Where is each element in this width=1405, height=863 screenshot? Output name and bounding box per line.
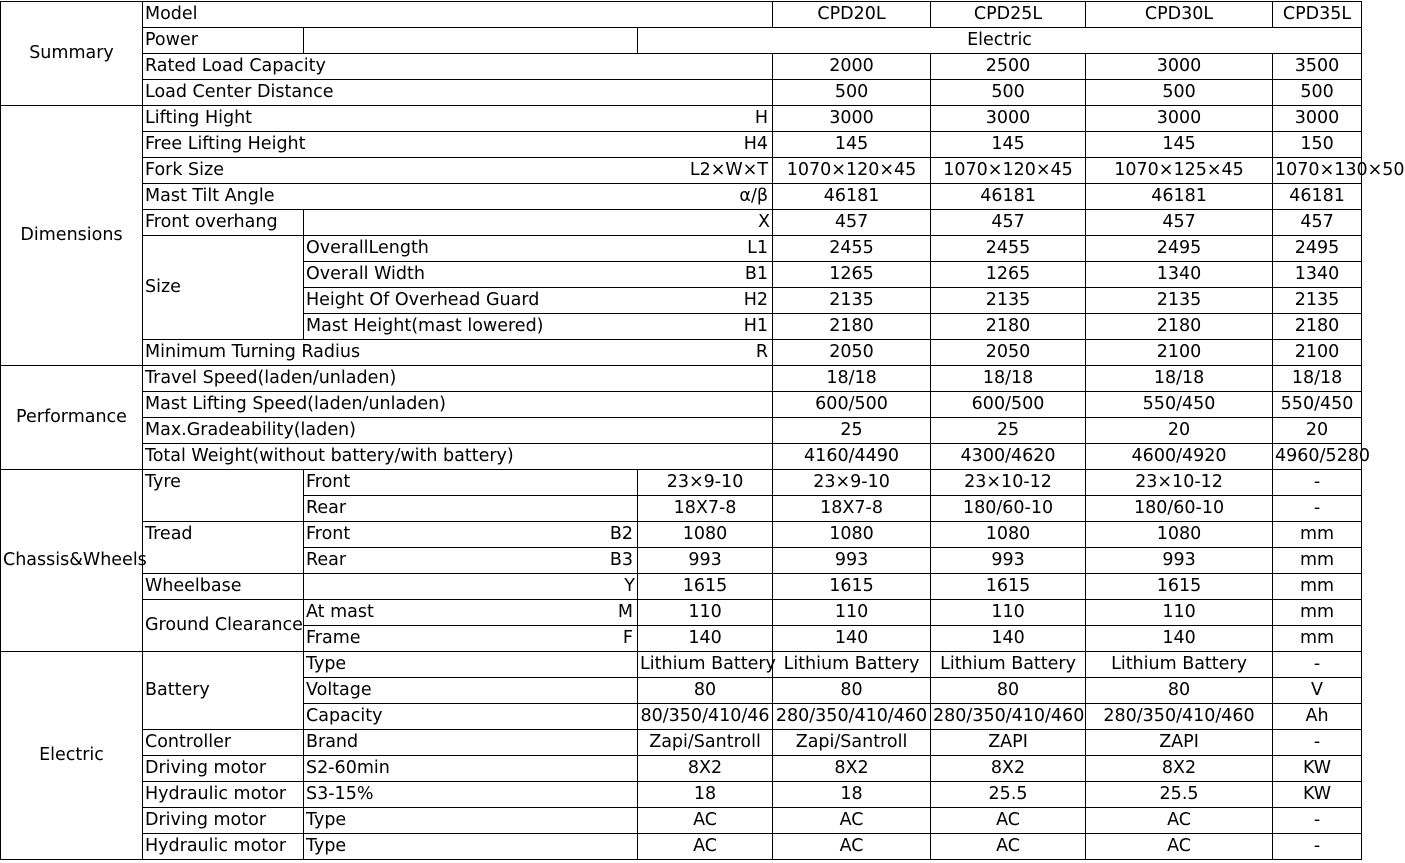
value-cell: 46181 (773, 184, 931, 210)
row-label: Driving motor (143, 756, 304, 782)
row-label: Hydraulic motor (143, 782, 304, 808)
row-label: Mast Lifting Speed(laden/unladen) (143, 392, 773, 418)
row-label (304, 522, 638, 548)
label-text: Minimum Turning Radius (145, 342, 361, 362)
section-performance: Performance (1, 366, 143, 470)
table-row (1, 210, 1362, 236)
value-cell: 1080 (931, 522, 1086, 548)
value-cell: Lithium Battery (773, 652, 931, 678)
symbol-text: H1 (743, 316, 769, 336)
value-cell: 1070×125×45 (1086, 158, 1273, 184)
value-cell: Lithium Battery (1086, 652, 1273, 678)
value-cell: 2135 (931, 288, 1086, 314)
symbol-text: B1 (744, 264, 769, 284)
value-cell: 2135 (1086, 288, 1273, 314)
table-row (1, 106, 1362, 132)
label-text: Front (306, 524, 351, 544)
group-label-size: Size (143, 236, 304, 340)
table-row (1, 28, 1362, 54)
value-cell: 180/60-10 (1086, 496, 1273, 522)
value-cell: 993 (1086, 548, 1273, 574)
value-cell: 457 (773, 210, 931, 236)
label-text: OverallLength (306, 238, 429, 258)
model-header: CPD30L (1086, 2, 1273, 28)
value-cell: 80 (931, 678, 1086, 704)
value-cell: 110 (638, 600, 773, 626)
model-header: CPD25L (931, 2, 1086, 28)
row-label (304, 262, 773, 288)
table-row (1, 730, 1362, 756)
table-row (1, 600, 1362, 626)
row-label (304, 548, 638, 574)
value-cell: Zapi/Santroll (638, 730, 773, 756)
value-cell: 1265 (931, 262, 1086, 288)
value-cell: 150 (1273, 132, 1362, 158)
value-cell: 2135 (773, 288, 931, 314)
value-cell: 25 (773, 418, 931, 444)
row-label: Hydraulic motor (143, 834, 304, 860)
table-row (1, 184, 1362, 210)
symbol-text: H (754, 108, 769, 128)
row-sublabel: Brand (304, 730, 638, 756)
table-row (1, 834, 1362, 860)
row-label (143, 184, 773, 210)
symbol-text: B3 (609, 550, 633, 570)
value-cell: 280/350/410/460 (931, 704, 1086, 730)
group-label-tyre: Tyre (143, 470, 304, 522)
value-cell: 1340 (1086, 262, 1273, 288)
value-cell: 4300/4620 (931, 444, 1086, 470)
value-cell: 20 (1086, 418, 1273, 444)
value-cell: 80 (1086, 678, 1273, 704)
unit-cell: mm (1273, 626, 1362, 652)
value-cell: AC (773, 808, 931, 834)
value-cell: 993 (773, 548, 931, 574)
row-label: Capacity (304, 704, 638, 730)
row-label: Power (143, 28, 304, 54)
row-label: Max.Gradeability(laden) (143, 418, 773, 444)
value-cell: 25.5 (931, 782, 1086, 808)
row-label: Driving motor (143, 808, 304, 834)
symbol-text: H2 (743, 290, 769, 310)
value-cell: ZAPI (931, 730, 1086, 756)
table-row (1, 132, 1362, 158)
value-cell: AC (1086, 834, 1273, 860)
value-cell: 600/500 (931, 392, 1086, 418)
value-cell: AC (931, 808, 1086, 834)
model-header: CPD35L (1273, 2, 1362, 28)
value-cell: 1080 (773, 522, 931, 548)
label-text: Rear (306, 550, 347, 570)
value-cell: 110 (773, 600, 931, 626)
row-sublabel: S3-15% (304, 782, 638, 808)
value-cell: 8X2 (638, 756, 773, 782)
row-label (143, 132, 773, 158)
row-label: Travel Speed(laden/unladen) (143, 366, 773, 392)
row-label: Rated Load Capacity (143, 54, 773, 80)
value-cell: 500 (1086, 80, 1273, 106)
value-cell: 457 (931, 210, 1086, 236)
value-cell: 18X7-8 (773, 496, 931, 522)
section-chassis: Chassis&Wheels (1, 470, 143, 652)
label-text: Height Of Overhead Guard (306, 290, 540, 310)
label-text: Overall Width (306, 264, 425, 284)
table-row (1, 366, 1362, 392)
value-cell: 550/450 (1086, 392, 1273, 418)
empty-cell (304, 28, 638, 54)
table-row (1, 158, 1362, 184)
unit-cell: - (1273, 730, 1362, 756)
value-cell: 110 (931, 600, 1086, 626)
row-label (304, 626, 638, 652)
unit-cell: Ah (1273, 704, 1362, 730)
value-cell: 1265 (773, 262, 931, 288)
table-row (1, 470, 1362, 496)
value-cell: 18X7-8 (638, 496, 773, 522)
group-label-battery: Battery (143, 652, 304, 730)
unit-cell: V (1273, 678, 1362, 704)
value-cell: 1615 (773, 574, 931, 600)
value-cell: 500 (773, 80, 931, 106)
table-row (1, 340, 1362, 366)
row-sublabel: Type (304, 834, 638, 860)
table-row (1, 54, 1362, 80)
symbol-text: H4 (743, 134, 769, 154)
value-cell: 457 (1273, 210, 1362, 236)
value-cell: 3000 (931, 106, 1086, 132)
value-cell: 2100 (1086, 340, 1273, 366)
value-cell: 3500 (1273, 54, 1362, 80)
unit-cell: - (1273, 652, 1362, 678)
value-cell: 110 (1086, 600, 1273, 626)
row-sublabel: S2-60min (304, 756, 638, 782)
table-row (1, 392, 1362, 418)
row-label: Rear (304, 496, 638, 522)
row-label (304, 314, 773, 340)
value-cell: 18/18 (773, 366, 931, 392)
value-cell: AC (1086, 808, 1273, 834)
value-cell: 993 (638, 548, 773, 574)
value-cell: 1080 (638, 522, 773, 548)
label-text: Free Lifting Height (145, 134, 306, 154)
value-cell: 1070×120×45 (773, 158, 931, 184)
value-cell: 46181 (1086, 184, 1273, 210)
value-cell: 145 (931, 132, 1086, 158)
table-row (1, 574, 1362, 600)
value-cell: 46181 (931, 184, 1086, 210)
value-cell: AC (931, 834, 1086, 860)
value-cell: 3000 (1273, 106, 1362, 132)
value-cell: 80 (773, 678, 931, 704)
label-text: Lifting Hight (145, 108, 253, 128)
row-label: Load Center Distance (143, 80, 773, 106)
value-cell: AC (638, 834, 773, 860)
value-cell: 8X2 (773, 756, 931, 782)
table-row (1, 808, 1362, 834)
value-cell: 23×9-10 (638, 470, 773, 496)
value-cell: 4160/4490 (773, 444, 931, 470)
value-cell: 4600/4920 (1086, 444, 1273, 470)
value-cell: 1615 (931, 574, 1086, 600)
value-cell: 500 (1273, 80, 1362, 106)
value-cell: 8X2 (931, 756, 1086, 782)
symbol-text: B2 (609, 524, 633, 544)
symbol-cell: X (304, 210, 773, 236)
unit-cell: KW (1273, 756, 1362, 782)
value-cell: ZAPI (1086, 730, 1273, 756)
row-label: Type (304, 652, 638, 678)
value-cell: 145 (1086, 132, 1273, 158)
value-cell: 25.5 (1086, 782, 1273, 808)
value-cell: 1070×120×45 (931, 158, 1086, 184)
value-cell: 550/450 (1273, 392, 1362, 418)
value-cell: 2500 (931, 54, 1086, 80)
value-cell: 80 (638, 678, 773, 704)
unit-cell: - (1273, 470, 1362, 496)
table-row (1, 522, 1362, 548)
row-label (143, 106, 773, 132)
value-cell: 1340 (1273, 262, 1362, 288)
label-text: At mast (306, 602, 374, 622)
row-label: Voltage (304, 678, 638, 704)
value-cell: 3000 (1086, 54, 1273, 80)
label-text: Fork Size (145, 160, 224, 180)
unit-cell: mm (1273, 600, 1362, 626)
value-cell: 140 (773, 626, 931, 652)
unit-cell: mm (1273, 522, 1362, 548)
value-cell: 8X2 (1086, 756, 1273, 782)
value-cell: 600/500 (773, 392, 931, 418)
symbol-text: R (755, 342, 769, 362)
unit-cell: mm (1273, 548, 1362, 574)
value-cell: Lithium Battery (638, 652, 773, 678)
value-cell: 2135 (1273, 288, 1362, 314)
row-label (304, 288, 773, 314)
value-cell: 280/350/410/460 (1086, 704, 1273, 730)
symbol-text: L2×W×T (689, 160, 769, 180)
label-text: Frame (306, 628, 361, 648)
row-label (304, 600, 638, 626)
unit-cell: - (1273, 808, 1362, 834)
row-label: Model (143, 2, 773, 28)
value-cell: 2455 (773, 236, 931, 262)
symbol-text: L1 (747, 238, 769, 258)
value-cell: AC (638, 808, 773, 834)
value-cell: 25 (931, 418, 1086, 444)
value-cell: 2050 (931, 340, 1086, 366)
table-row (1, 756, 1362, 782)
table-row (1, 444, 1362, 470)
row-label (143, 158, 773, 184)
value-cell: 2455 (931, 236, 1086, 262)
value-cell: 80/350/410/46 (638, 704, 773, 730)
value-cell: 2180 (773, 314, 931, 340)
section-electric: Electric (1, 652, 143, 860)
symbol-cell: Y (304, 574, 638, 600)
value-cell: 500 (931, 80, 1086, 106)
row-label (304, 236, 773, 262)
value-cell: 1080 (1086, 522, 1273, 548)
unit-cell: - (1273, 496, 1362, 522)
value-cell: 23×10-12 (931, 470, 1086, 496)
spec-table (0, 1, 1405, 860)
value-cell: 140 (638, 626, 773, 652)
symbol-text: F (622, 628, 633, 648)
value-cell: 23×10-12 (1086, 470, 1273, 496)
table-row (1, 652, 1362, 678)
value-cell: 18 (638, 782, 773, 808)
value-cell: 993 (931, 548, 1086, 574)
table-row (1, 418, 1362, 444)
value-cell: 1615 (638, 574, 773, 600)
group-label-tread: Tread (143, 522, 304, 574)
value-cell: 46181 (1273, 184, 1362, 210)
row-label: Total Weight(without battery/with battery) (143, 444, 773, 470)
value-cell: 18 (773, 782, 931, 808)
label-text: Mast Height(mast lowered) (306, 316, 544, 336)
value-cell: 280/350/410/460 (773, 704, 931, 730)
value-cell: Lithium Battery (931, 652, 1086, 678)
value-cell: 2495 (1086, 236, 1273, 262)
table-row (1, 80, 1362, 106)
table-row (1, 236, 1362, 262)
value-cell: 140 (931, 626, 1086, 652)
value-cell: 145 (773, 132, 931, 158)
value-cell: 2180 (931, 314, 1086, 340)
label-text: Mast Tilt Angle (145, 186, 275, 206)
row-label: Front (304, 470, 638, 496)
unit-cell: KW (1273, 782, 1362, 808)
value-cell: 2000 (773, 54, 931, 80)
row-sublabel: Type (304, 808, 638, 834)
value-cell: 1070×130×50 (1273, 158, 1362, 184)
value-cell: 3000 (1086, 106, 1273, 132)
value-cell: 2180 (1273, 314, 1362, 340)
symbol-text: M (617, 602, 633, 622)
section-dimensions: Dimensions (1, 106, 143, 366)
row-label: Controller (143, 730, 304, 756)
value-cell: 180/60-10 (931, 496, 1086, 522)
value-cell: 18/18 (1273, 366, 1362, 392)
value-cell: 2495 (1273, 236, 1362, 262)
value-cell: Zapi/Santroll (773, 730, 931, 756)
row-label: Front overhang (143, 210, 304, 236)
power-value: Electric (638, 28, 1362, 54)
value-cell: 4960/5280 (1273, 444, 1362, 470)
table-row (1, 782, 1362, 808)
group-label-ground-clearance: Ground Clearance (143, 600, 304, 652)
row-label: Wheelbase (143, 574, 304, 600)
value-cell: 457 (1086, 210, 1273, 236)
row-label (143, 340, 773, 366)
value-cell: 1615 (1086, 574, 1273, 600)
value-cell: 23×9-10 (773, 470, 931, 496)
value-cell: 2100 (1273, 340, 1362, 366)
value-cell: 20 (1273, 418, 1362, 444)
table-row (1, 2, 1362, 28)
value-cell: 140 (1086, 626, 1273, 652)
value-cell: 18/18 (931, 366, 1086, 392)
value-cell: 3000 (773, 106, 931, 132)
value-cell: 2050 (773, 340, 931, 366)
unit-cell: mm (1273, 574, 1362, 600)
symbol-text: α/β (739, 186, 769, 206)
value-cell: 2180 (1086, 314, 1273, 340)
section-summary: Summary (1, 2, 143, 106)
unit-cell: - (1273, 834, 1362, 860)
model-header: CPD20L (773, 2, 931, 28)
value-cell: AC (773, 834, 931, 860)
value-cell: 18/18 (1086, 366, 1273, 392)
